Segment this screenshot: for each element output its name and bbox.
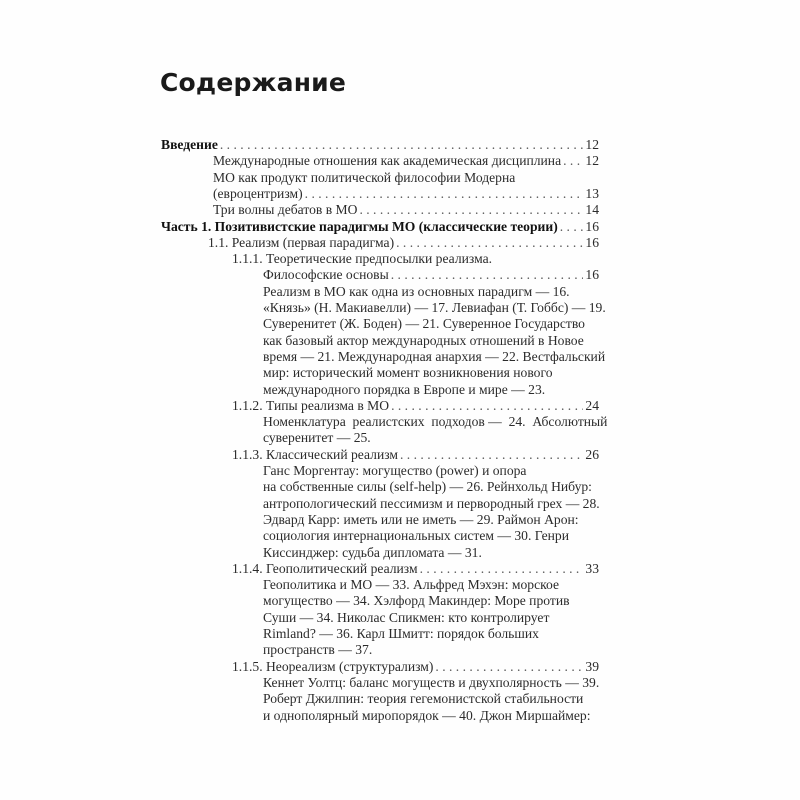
- leader-dots: [435, 659, 583, 675]
- leader-dots: [560, 219, 584, 235]
- leader-dots: [359, 202, 583, 218]
- leader-dots: [391, 267, 584, 283]
- toc-subtopics-line: [263, 496, 600, 512]
- toc-entry-title: 1.1.1. Теоретические предпосылки реализма.: [232, 251, 493, 267]
- leader-dots: [305, 186, 584, 202]
- toc-entry[interactable]: [213, 202, 599, 218]
- toc-page-number: 33: [585, 560, 599, 576]
- toc-entry-title: 1.1. Реализм (первая парадигма): [208, 234, 395, 250]
- toc-subtopics-text: Реализм в МО как одна из основных парадигм — 16.: [263, 283, 570, 299]
- toc-entry[interactable]: [213, 186, 599, 202]
- toc-entry-title: Международные отношения как академическая дисциплина: [213, 153, 562, 169]
- leader-dots: [391, 398, 583, 414]
- leader-dots: [396, 235, 583, 251]
- toc-subtopics-text: суверенитет — 25.: [263, 430, 371, 446]
- toc-subtopics-line: [263, 479, 592, 495]
- toc-subtopics-text: «Князь» (Н. Макиавелли) — 17. Левиафан (Т. Гоббс) — 19.: [263, 300, 606, 315]
- toc-entry-1-1-3[interactable]: [232, 447, 599, 463]
- toc-entry-1-1[interactable]: [208, 235, 599, 251]
- toc-page-number: 12: [585, 153, 599, 169]
- toc-subtopics-text: Киссинджер: судьба дипломата — 31.: [263, 544, 482, 560]
- toc-entry-part-1[interactable]: [161, 219, 599, 235]
- toc-subtopics-text: Суверенитет (Ж. Боден) — 21. Суверенное Государство: [263, 316, 585, 332]
- toc-page-number: 13: [585, 185, 599, 201]
- toc-subtopics-text: Rimland? — 36. Карл Шмитт: порядок больших: [263, 626, 539, 641]
- page-title: Содержание: [160, 68, 347, 97]
- toc-subtopics-text: Эдвард Карр: иметь или не иметь — 29. Раймон Арон:: [263, 511, 579, 527]
- toc-subtopics-line: [263, 593, 570, 609]
- toc-entry-title: 1.1.4. Геополитический реализм: [232, 560, 418, 576]
- toc-entry-title: Три волны дебатов в МО: [213, 202, 358, 218]
- leader-dots: [563, 153, 583, 169]
- toc-subtopics-text: социология интернациональных систем — 30. Генри: [263, 528, 569, 544]
- toc-subtopics-line: [263, 512, 579, 528]
- toc-subtopics-line: [263, 463, 526, 479]
- toc-page-number: 26: [585, 446, 599, 462]
- toc-subtopics-line: [263, 414, 607, 430]
- toc-subtopics-line: [263, 642, 372, 658]
- leader-dots: [220, 137, 584, 153]
- toc-subtopics-text: мир: исторический момент возникновения нового: [263, 365, 553, 381]
- toc-subtopics-line: [263, 430, 371, 446]
- toc-entry-title: МО как продукт политической философии Модерна: [213, 169, 516, 185]
- toc-subtopics-line: [263, 610, 549, 626]
- toc-subtopics-line: [263, 691, 583, 707]
- toc-subtopics-line: [263, 365, 553, 381]
- toc-entry-title: 1.1.5. Неореализм (структурализм): [232, 658, 434, 674]
- toc-subtopics-line: [263, 708, 591, 724]
- toc-subtopics-text: антропологический пессимизм и первородный грех — 28.: [263, 495, 600, 511]
- toc-page-number: 16: [585, 267, 599, 283]
- toc-subtopics-text: Роберт Джилпин: теория гегемонистской стабильности: [263, 691, 584, 707]
- toc-subtopics-line: [263, 528, 569, 544]
- toc-entry-title: Введение: [161, 137, 218, 152]
- toc-entry-1-1-2[interactable]: [232, 398, 599, 414]
- toc-subtopics-text: на собственные силы (self-help) — 26. Рейнхольд Нибур:: [263, 479, 592, 495]
- toc-subtopics-line: [263, 300, 606, 316]
- toc-subtopics-text: Кеннет Уолтц: баланс могуществ и двухполярность — 39.: [263, 674, 600, 690]
- toc-page-number: 12: [585, 137, 599, 152]
- toc-entry-1-1-5[interactable]: [232, 659, 599, 675]
- toc-entry-title: Часть 1. Позитивистские парадигмы МО (классические теории): [161, 218, 558, 234]
- toc-subtopics-text: как базовый актор международных отношений в Новое: [263, 332, 584, 348]
- toc-subtopics-text: Ганс Моргентау: могущество (power) и опора: [263, 463, 527, 478]
- toc-entry[interactable]: [263, 267, 599, 283]
- toc-subtopics-line: [263, 577, 559, 593]
- toc-page-number: 16: [585, 234, 599, 250]
- toc-entry-title: (евроцентризм): [213, 185, 303, 201]
- toc-entry-introduction[interactable]: [161, 137, 599, 153]
- toc-subtopics-text: время — 21. Международная анархия — 22. Вестфальский: [263, 348, 606, 364]
- toc-entry-title: 1.1.3. Классический реализм: [232, 446, 398, 462]
- leader-dots: [400, 447, 583, 463]
- toc-subtopics-text: Номенклатура реалистских подходов — 24. Абсолютный: [263, 414, 608, 430]
- toc-subtopics-line: [263, 382, 545, 398]
- toc-subtopics-line: [263, 675, 599, 691]
- toc-page-number: 39: [585, 658, 599, 674]
- toc-subtopics-line: [263, 333, 584, 349]
- toc-page-number: 16: [585, 218, 599, 234]
- toc-entry-title: Философские основы: [263, 267, 389, 283]
- toc-subtopics-line: [263, 349, 605, 365]
- leader-dots: [420, 561, 584, 577]
- toc-subtopics-text: Геополитика и МО — 33. Альфред Мэхэн: морское: [263, 577, 560, 593]
- toc-subtopics-text: могущество — 34. Хэлфорд Макиндер: Море против: [263, 593, 570, 609]
- toc-page-number: 14: [585, 202, 599, 218]
- toc-page-number: 24: [585, 397, 599, 413]
- toc-subtopics-line: [263, 284, 570, 300]
- toc-subtopics-text: Суши — 34. Николас Спикмен: кто контролирует: [263, 609, 550, 625]
- toc-entry-1-1-1: [232, 251, 492, 267]
- toc-subtopics-text: пространств — 37.: [263, 642, 373, 658]
- toc-entry-1-1-4[interactable]: [232, 561, 599, 577]
- toc-subtopics-line: [263, 545, 482, 561]
- toc-entry-text: [213, 170, 515, 186]
- toc-entry-title: 1.1.2. Типы реализма в МО: [232, 397, 390, 413]
- toc-subtopics-text: и однополярный миропорядок — 40. Джон Миршаймер:: [263, 707, 591, 723]
- toc-subtopics-line: [263, 626, 539, 642]
- toc-subtopics-line: [263, 316, 585, 332]
- toc-entry[interactable]: [213, 153, 599, 169]
- toc-subtopics-text: международного порядка в Европе и мире — 23.: [263, 381, 546, 397]
